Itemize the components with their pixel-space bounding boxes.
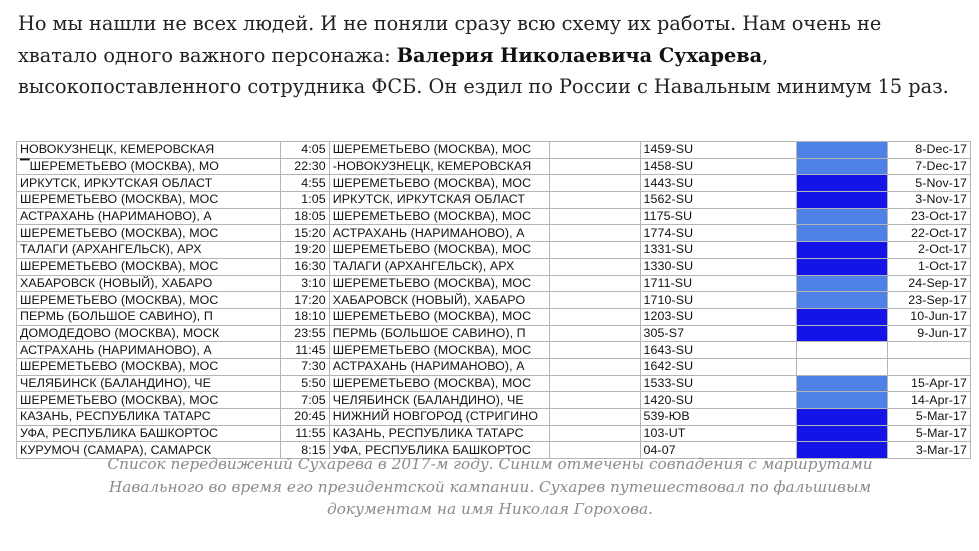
cell-to: -НОВОКУЗНЕЦК, КЕМЕРОВСКАЯ bbox=[329, 158, 549, 175]
cell-date: 22-Oct-17 bbox=[888, 225, 971, 242]
cell-empty bbox=[549, 425, 640, 442]
paragraph-text-start: Но мы нашли не всех людей. И не поняли сразу всю схему их работы. Нам очень не хватало одного важного персонажа: bbox=[18, 12, 882, 67]
table-row bbox=[17, 192, 971, 209]
cell-date: 2-Oct-17 bbox=[888, 242, 971, 259]
cell-match-mark bbox=[797, 208, 888, 225]
cell-date: 5-Nov-17 bbox=[888, 175, 971, 192]
cell-from: ПЕРМЬ (БОЛЬШОЕ САВИНО), П bbox=[17, 308, 281, 325]
cell-time: 5:50 bbox=[280, 375, 329, 392]
table-row bbox=[17, 242, 971, 259]
cell-time: 8:15 bbox=[280, 442, 329, 459]
cell-empty bbox=[549, 342, 640, 359]
cell-match-mark bbox=[797, 175, 888, 192]
cell-empty bbox=[549, 208, 640, 225]
table-row bbox=[17, 275, 971, 292]
cell-empty bbox=[549, 392, 640, 409]
cell-time: 18:10 bbox=[280, 308, 329, 325]
cell-flight: 1331-SU bbox=[640, 242, 797, 259]
cell-from: ШЕРЕМЕТЬЕВО (МОСКВА), МОС bbox=[17, 292, 281, 309]
cell-date: 3-Mar-17 bbox=[888, 442, 971, 459]
cell-date: 24-Sep-17 bbox=[888, 275, 971, 292]
cell-from: ШЕРЕМЕТЬЕВО (МОСКВА), МОС bbox=[17, 258, 281, 275]
cell-from: КАЗАНЬ, РЕСПУБЛИКА ТАТАРС bbox=[17, 409, 281, 426]
paragraph-bold-name: Валерия Николаевича Сухарева bbox=[396, 43, 763, 67]
cell-from: ШЕРЕМЕТЬЕВО (МОСКВА), МОС bbox=[17, 192, 281, 209]
cell-empty bbox=[549, 142, 640, 159]
cell-time: 11:45 bbox=[280, 342, 329, 359]
cell-flight: 1175-SU bbox=[640, 208, 797, 225]
table-row bbox=[17, 358, 971, 375]
cell-time: 15:20 bbox=[280, 225, 329, 242]
cell-time: 23:55 bbox=[280, 325, 329, 342]
cell-from: АСТРАХАНЬ (НАРИМАНОВО), А bbox=[17, 208, 281, 225]
flight-list-image bbox=[16, 142, 971, 457]
cell-empty bbox=[549, 325, 640, 342]
cell-empty bbox=[549, 158, 640, 175]
cell-date: 3-Nov-17 bbox=[888, 192, 971, 209]
cell-flight: 1459-SU bbox=[640, 142, 797, 159]
cell-empty bbox=[549, 258, 640, 275]
table-row bbox=[17, 208, 971, 225]
cell-flight: 1711-SU bbox=[640, 275, 797, 292]
cell-to: АСТРАХАНЬ (НАРИМАНОВО), А bbox=[329, 225, 549, 242]
cell-empty bbox=[549, 225, 640, 242]
cell-to: ТАЛАГИ (АРХАНГЕЛЬСК), АРХ bbox=[329, 258, 549, 275]
cell-time: 19:20 bbox=[280, 242, 329, 259]
table-row bbox=[17, 158, 971, 175]
cell-match-mark bbox=[797, 142, 888, 159]
cell-from: ИРКУТСК, ИРКУТСКАЯ ОБЛАСТ bbox=[17, 175, 281, 192]
cell-time: 22:30 bbox=[280, 158, 329, 175]
cell-match-mark bbox=[797, 375, 888, 392]
cell-from: ▔ШЕРЕМЕТЬЕВО (МОСКВА), МО bbox=[17, 158, 281, 175]
cell-date: 8-Dec-17 bbox=[888, 142, 971, 159]
cell-to: ШЕРЕМЕТЬЕВО (МОСКВА), МОС bbox=[329, 175, 549, 192]
cell-date: 14-Apr-17 bbox=[888, 392, 971, 409]
table-row bbox=[17, 425, 971, 442]
cell-match-mark bbox=[797, 325, 888, 342]
cell-empty bbox=[549, 242, 640, 259]
cell-to: УФА, РЕСПУБЛИКА БАШКОРТОС bbox=[329, 442, 549, 459]
cell-time: 11:55 bbox=[280, 425, 329, 442]
cell-match-mark bbox=[797, 409, 888, 426]
cell-match-mark bbox=[797, 242, 888, 259]
cell-time: 4:55 bbox=[280, 175, 329, 192]
cell-flight: 1774-SU bbox=[640, 225, 797, 242]
paragraph-text-end: , высокопоставленного сотрудника ФСБ. Он ездил по России с Навальным минимум 15 раз. bbox=[18, 43, 949, 98]
cell-match-mark bbox=[797, 158, 888, 175]
cell-match-mark bbox=[797, 225, 888, 242]
cell-empty bbox=[549, 409, 640, 426]
table-row bbox=[17, 392, 971, 409]
cell-from: ШЕРЕМЕТЬЕВО (МОСКВА), МОС bbox=[17, 225, 281, 242]
cell-time: 7:05 bbox=[280, 392, 329, 409]
cell-empty bbox=[549, 375, 640, 392]
table-row bbox=[17, 308, 971, 325]
cell-date: 7-Dec-17 bbox=[888, 158, 971, 175]
cell-match-mark bbox=[797, 392, 888, 409]
cell-empty bbox=[549, 175, 640, 192]
cell-time: 18:05 bbox=[280, 208, 329, 225]
cell-date: 9-Jun-17 bbox=[888, 325, 971, 342]
cell-flight: 1203-SU bbox=[640, 308, 797, 325]
cell-match-mark bbox=[797, 342, 888, 359]
cell-match-mark bbox=[797, 425, 888, 442]
cell-match-mark bbox=[797, 292, 888, 309]
cell-date: 5-Mar-17 bbox=[888, 425, 971, 442]
cell-date bbox=[888, 342, 971, 359]
flight-table bbox=[16, 141, 971, 459]
cell-from: АСТРАХАНЬ (НАРИМАНОВО), А bbox=[17, 342, 281, 359]
table-row bbox=[17, 258, 971, 275]
cell-to: АСТРАХАНЬ (НАРИМАНОВО), А bbox=[329, 358, 549, 375]
cell-from: ШЕРЕМЕТЬЕВО (МОСКВА), МОС bbox=[17, 358, 281, 375]
cell-to: ЧЕЛЯБИНСК (БАЛАНДИНО), ЧЕ bbox=[329, 392, 549, 409]
cell-to: ШЕРЕМЕТЬЕВО (МОСКВА), МОС bbox=[329, 275, 549, 292]
table-row bbox=[17, 375, 971, 392]
cell-from: ШЕРЕМЕТЬЕВО (МОСКВА), МОС bbox=[17, 392, 281, 409]
cell-match-mark bbox=[797, 358, 888, 375]
table-row bbox=[17, 142, 971, 159]
cell-to: ХАБАРОВСК (НОВЫЙ), ХАБАРО bbox=[329, 292, 549, 309]
cell-flight: 1643-SU bbox=[640, 342, 797, 359]
cell-date: 1-Oct-17 bbox=[888, 258, 971, 275]
cell-time: 20:45 bbox=[280, 409, 329, 426]
cell-from: ДОМОДЕДОВО (МОСКВА), МОСК bbox=[17, 325, 281, 342]
cell-from: ТАЛАГИ (АРХАНГЕЛЬСК), АРХ bbox=[17, 242, 281, 259]
cell-date: 5-Mar-17 bbox=[888, 409, 971, 426]
article-paragraph bbox=[18, 8, 963, 103]
table-row bbox=[17, 325, 971, 342]
cell-empty bbox=[549, 292, 640, 309]
cell-to: ИРКУТСК, ИРКУТСКАЯ ОБЛАСТ bbox=[329, 192, 549, 209]
cell-from: ЧЕЛЯБИНСК (БАЛАНДИНО), ЧЕ bbox=[17, 375, 281, 392]
cell-from: ХАБАРОВСК (НОВЫЙ), ХАБАРО bbox=[17, 275, 281, 292]
cell-empty bbox=[549, 358, 640, 375]
cell-match-mark bbox=[797, 308, 888, 325]
cell-to: КАЗАНЬ, РЕСПУБЛИКА ТАТАРС bbox=[329, 425, 549, 442]
cell-flight: 1458-SU bbox=[640, 158, 797, 175]
cell-to: ПЕРМЬ (БОЛЬШОЕ САВИНО), П bbox=[329, 325, 549, 342]
cell-time: 3:10 bbox=[280, 275, 329, 292]
table-row bbox=[17, 225, 971, 242]
cell-date: 10-Jun-17 bbox=[888, 308, 971, 325]
table-row bbox=[17, 292, 971, 309]
cell-time: 17:20 bbox=[280, 292, 329, 309]
cell-flight: 103-UT bbox=[640, 425, 797, 442]
cell-date: 23-Oct-17 bbox=[888, 208, 971, 225]
cell-date: 15-Apr-17 bbox=[888, 375, 971, 392]
image-caption: Список передвижений Сухарева в 2017-м году. Синим отмечены совпадения с маршрутами Навального во время его президентской кампании. Сухарев путешествовал по фальшивым документам на имя Николая Горохова. bbox=[107, 455, 873, 518]
cell-time: 16:30 bbox=[280, 258, 329, 275]
flight-table-body bbox=[17, 142, 971, 459]
cell-from: НОВОКУЗНЕЦК, КЕМЕРОВСКАЯ bbox=[17, 142, 281, 159]
cell-time: 7:30 bbox=[280, 358, 329, 375]
table-row bbox=[17, 175, 971, 192]
cell-flight: 539-ЮВ bbox=[640, 409, 797, 426]
cell-flight: 1642-SU bbox=[640, 358, 797, 375]
cell-date: 23-Sep-17 bbox=[888, 292, 971, 309]
cell-empty bbox=[549, 275, 640, 292]
cell-time: 1:05 bbox=[280, 192, 329, 209]
cell-to: ШЕРЕМЕТЬЕВО (МОСКВА), МОС bbox=[329, 342, 549, 359]
cell-flight: 1562-SU bbox=[640, 192, 797, 209]
cell-to: ШЕРЕМЕТЬЕВО (МОСКВА), МОС bbox=[329, 208, 549, 225]
cell-from: УФА, РЕСПУБЛИКА БАШКОРТОС bbox=[17, 425, 281, 442]
cell-to: ШЕРЕМЕТЬЕВО (МОСКВА), МОС bbox=[329, 242, 549, 259]
cell-to: ШЕРЕМЕТЬЕВО (МОСКВА), МОС bbox=[329, 142, 549, 159]
cell-flight: 1420-SU bbox=[640, 392, 797, 409]
cell-flight: 1443-SU bbox=[640, 175, 797, 192]
cell-to: НИЖНИЙ НОВГОРОД (СТРИГИНО bbox=[329, 409, 549, 426]
cell-flight: 1710-SU bbox=[640, 292, 797, 309]
cell-flight: 04-07 bbox=[640, 442, 797, 459]
cell-from: КУРУМОЧ (САМАРА), САМАРСК bbox=[17, 442, 281, 459]
cell-match-mark bbox=[797, 192, 888, 209]
table-row bbox=[17, 342, 971, 359]
cell-match-mark bbox=[797, 275, 888, 292]
cell-empty bbox=[549, 192, 640, 209]
cell-flight: 305-S7 bbox=[640, 325, 797, 342]
cell-match-mark bbox=[797, 258, 888, 275]
table-row bbox=[17, 409, 971, 426]
cell-to: ШЕРЕМЕТЬЕВО (МОСКВА), МОС bbox=[329, 308, 549, 325]
cell-date bbox=[888, 358, 971, 375]
cell-time: 4:05 bbox=[280, 142, 329, 159]
cell-flight: 1330-SU bbox=[640, 258, 797, 275]
cell-empty bbox=[549, 308, 640, 325]
cell-flight: 1533-SU bbox=[640, 375, 797, 392]
cell-to: ШЕРЕМЕТЬЕВО (МОСКВА), МОС bbox=[329, 375, 549, 392]
